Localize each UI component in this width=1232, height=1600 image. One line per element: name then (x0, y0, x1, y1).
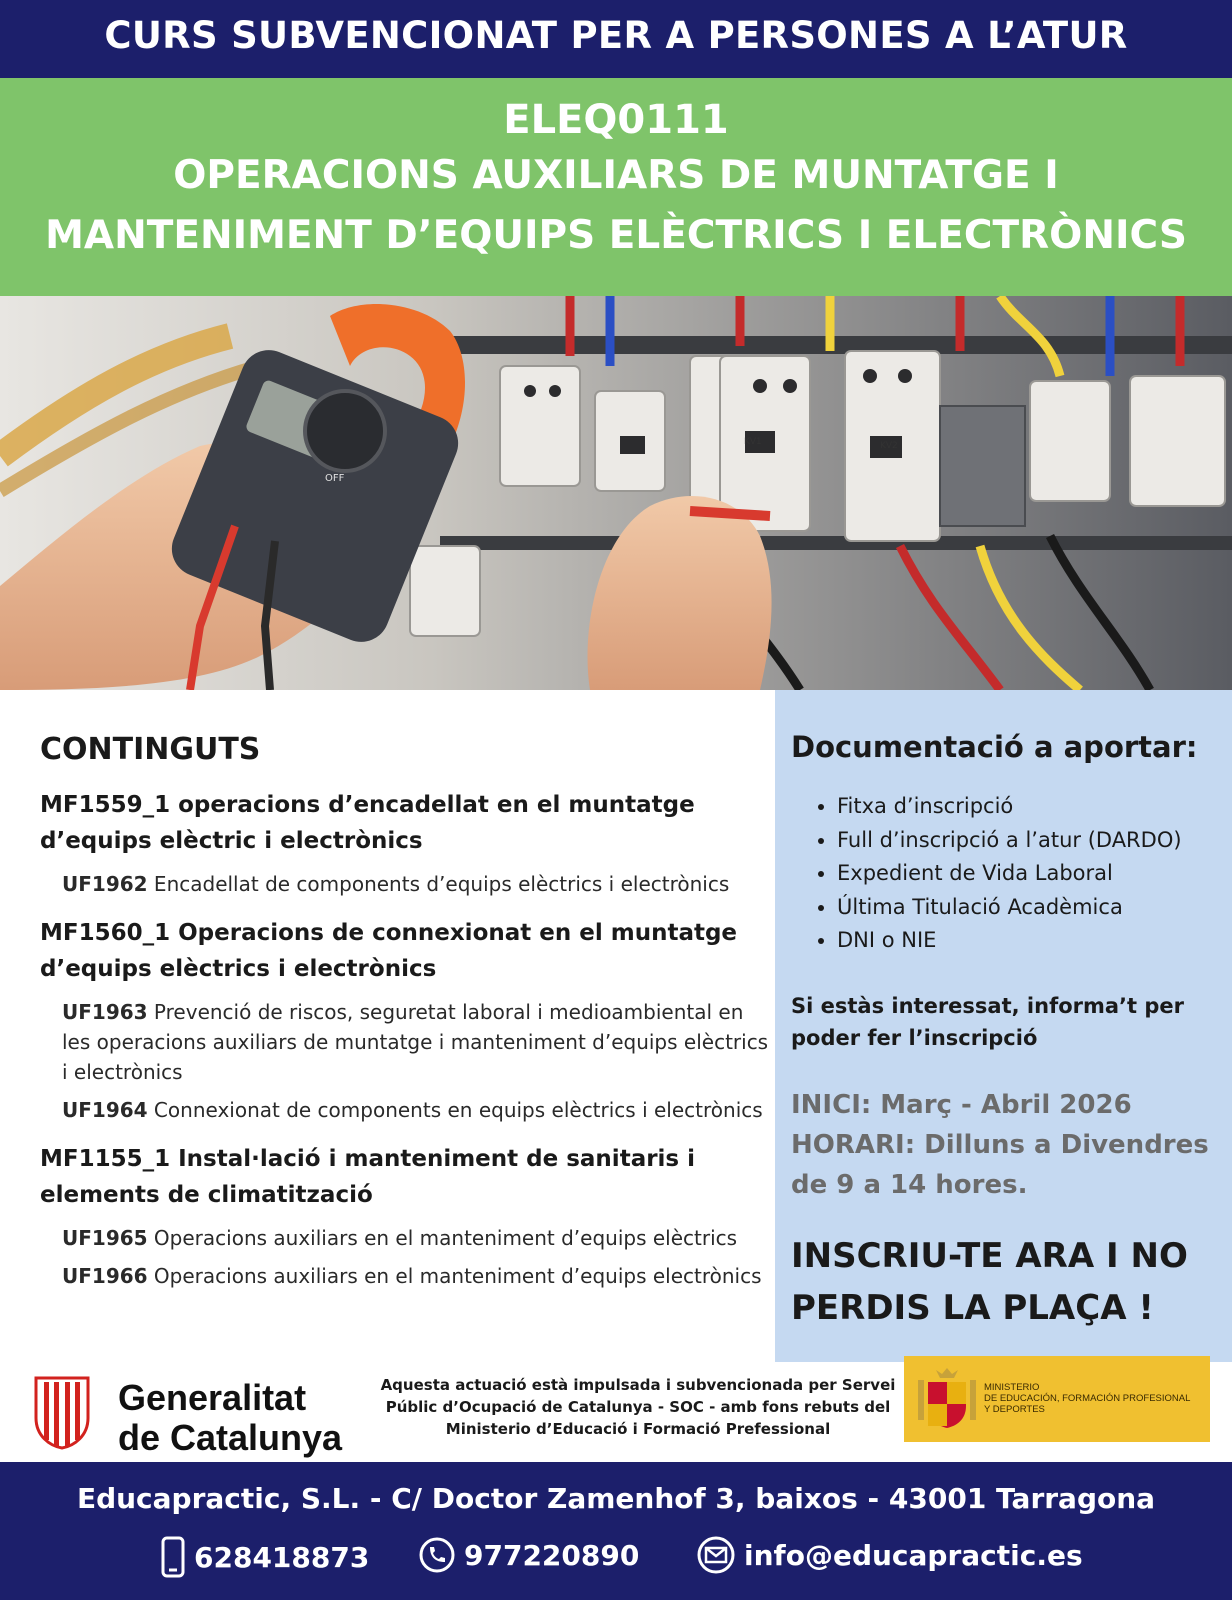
banner-text: CURS SUBVENCIONAT PER A PERSONES A L’ATUR (104, 14, 1128, 57)
phone-contact (418, 1536, 639, 1574)
course-code: ELEQ0111 (503, 97, 729, 143)
kv2-label: KV2 (880, 441, 898, 451)
phone-number: 977220890 (464, 1538, 640, 1572)
footer (0, 1462, 1232, 1600)
generalitat-name: Generalitat de Catalunya (118, 1377, 343, 1458)
course-title-line1: OPERACIONS AUXILIARS DE MUNTATGE I (173, 153, 1059, 198)
kv1-label: KV1 (744, 437, 762, 447)
contents-heading: CONTINGUTS (40, 732, 261, 767)
enroll-cta: INSCRIU-TE ARA I NO PERDIS LA PLAÇA ! (791, 1236, 1188, 1328)
mobile-contact (160, 1536, 369, 1578)
mobile-phone-icon (160, 1536, 186, 1578)
schedule-text: HORARI: Dilluns a Divendres de 9 a 14 hores. (791, 1130, 1209, 1200)
generalitat-emblem-icon (30, 1374, 94, 1450)
logo-strip (0, 1362, 1232, 1462)
info-text: Si estàs interessat, informa’t per poder fer l’inscripció (791, 994, 1185, 1050)
spain-coat-of-arms-icon (914, 1366, 980, 1432)
funding-note: Aquesta actuació està impulsada i subvencionada per Servei Públic d’Ocupació de Catalunya - SOC - amb fons rebuts del Ministerio d’Educació i Formació Prefessional (380, 1376, 896, 1438)
list-item: • Fitxa d’inscripció (837, 790, 1182, 824)
course-title-line2: MANTENIMENT D’EQUIPS ELÈCTRICS I ELECTRÒNICS (45, 213, 1187, 258)
documentation-list (815, 790, 1182, 958)
schedule-info (791, 1085, 1221, 1205)
unit-item: UF1965 Operacions auxiliars en el manteniment d’equips elèctrics (62, 1226, 738, 1250)
start-date: INICI: Març - Abril 2026 (791, 1090, 1132, 1120)
email-address: info@educapractic.es (744, 1538, 1083, 1572)
multimeter-off-label: OFF (325, 473, 345, 484)
module-title: MF1559_1 operacions d’encadellat en el muntatge d’equips elèctric i electrònics (40, 792, 695, 854)
telephone-icon (418, 1536, 456, 1574)
ministry-logo (904, 1356, 1210, 1442)
documentation-panel (775, 690, 1232, 1362)
list-item: • Full d’inscripció a l’atur (DARDO) (837, 824, 1182, 858)
unit-item: UF1964 Connexionat de components en equips elèctrics i electrònics (62, 1098, 763, 1122)
list-item: • Expedient de Vida Laboral (837, 857, 1182, 891)
unit-item: UF1962 Encadellat de components d’equips elèctrics i electrònics (62, 872, 730, 896)
email-contact (696, 1536, 1083, 1574)
contents-section (40, 720, 770, 1299)
list-item: • Última Titulació Acadèmica (837, 891, 1182, 925)
electrician-photo (0, 296, 1232, 690)
ministry-name: MINISTERIO DE EDUCACIÓN, FORMACIÓN PROFESIONAL Y DEPORTES (984, 1382, 1191, 1415)
unit-item: UF1963 Prevenció de riscos, seguretat laboral i medioambiental en les operacions auxiliars de muntatge i manteniment d’equips elèctrics i electrònics (62, 1000, 769, 1084)
email-icon (696, 1536, 736, 1574)
module-title: MF1560_1 Operacions de connexionat en el muntatge d’equips elèctrics i electrònics (40, 920, 738, 982)
course-title-band (0, 78, 1232, 296)
unit-item: UF1966 Operacions auxiliars en el manteniment d’equips electrònics (62, 1264, 762, 1288)
top-banner (0, 0, 1232, 78)
module-title: MF1155_1 Instal·lació i manteniment de sanitaris i elements de climatització (40, 1146, 696, 1208)
documentation-heading: Documentació a aportar: (791, 730, 1198, 764)
generalitat-logo (30, 1370, 380, 1458)
list-item: • DNI o NIE (837, 924, 1182, 958)
mobile-number: 628418873 (194, 1540, 370, 1574)
company-address: Educapractic, S.L. - C/ Doctor Zamenhof 3, baixos - 43001 Tarragona (76, 1482, 1156, 1515)
